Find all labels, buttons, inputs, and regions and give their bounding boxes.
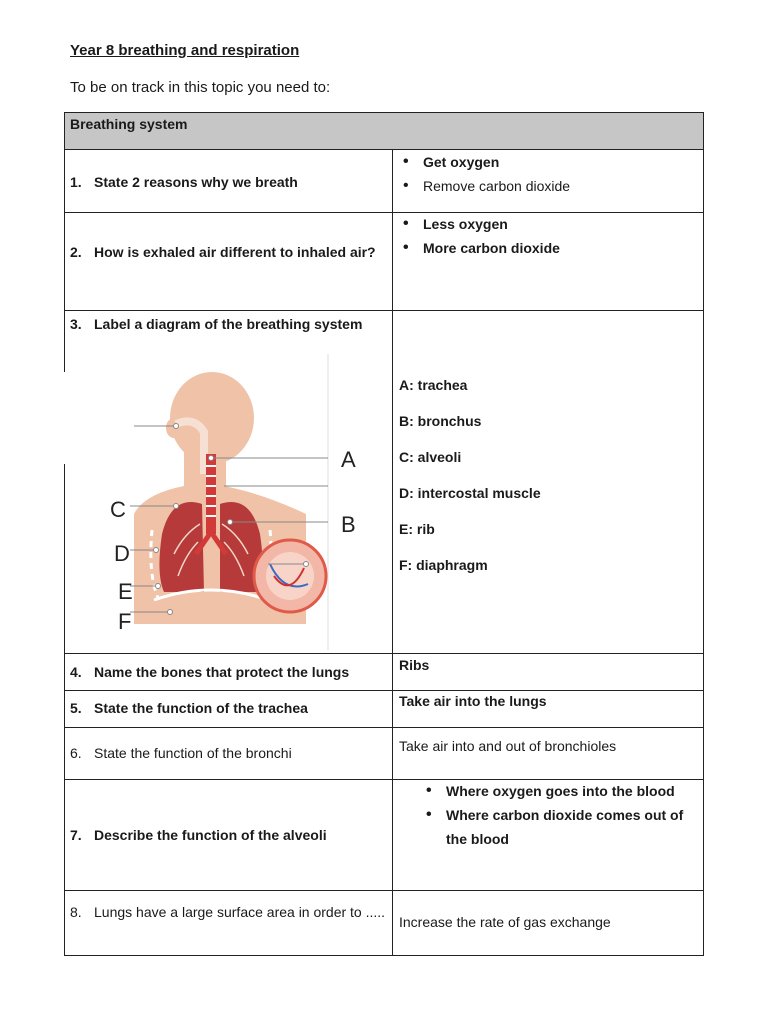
question-3 <box>70 314 370 334</box>
question-number: 8. <box>70 904 82 920</box>
label-e: E: rib <box>399 521 435 537</box>
answer-bullet: • Remove carbon dioxide <box>399 174 699 198</box>
diagram-letter-b: B <box>341 512 356 537</box>
question-text: Lungs have a large surface area in order to ..... <box>94 904 386 920</box>
label-a: A: trachea <box>399 377 468 393</box>
answer-bullet: • Less oxygen <box>399 212 699 236</box>
answer-4: Ribs <box>399 657 430 673</box>
question-number: 7. <box>70 827 82 843</box>
question-text: State the function of the bronchi <box>94 745 292 761</box>
answer-bullet: • Where carbon dioxide comes out of the blood <box>422 803 702 851</box>
answer-8: Increase the rate of gas exchange <box>399 914 611 930</box>
question-5 <box>70 698 388 718</box>
answer-5: Take air into the lungs <box>399 693 547 709</box>
question-4 <box>70 662 388 682</box>
answer-bullet: • Where oxygen goes into the blood <box>422 779 702 803</box>
question-8 <box>70 902 388 922</box>
question-1 <box>70 172 388 192</box>
question-text: Name the bones that protect the lungs <box>94 664 350 680</box>
diagram-letter-c: C <box>110 497 126 522</box>
answer-1 <box>399 150 699 198</box>
label-c: C: alveoli <box>399 449 462 465</box>
question-text: Describe the function of the alveoli <box>94 827 327 843</box>
section-header: Breathing system <box>70 116 188 132</box>
question-text: State 2 reasons why we breath <box>94 174 298 190</box>
diagram-letter-e: E <box>118 579 133 604</box>
diagram-letter-a: A <box>341 447 356 472</box>
question-number: 2. <box>70 244 82 260</box>
question-number: 4. <box>70 664 82 680</box>
diagram-labels <box>399 374 699 590</box>
answer-bullet: • More carbon dioxide <box>399 236 699 260</box>
label-d: D: intercostal muscle <box>399 485 541 501</box>
question-2 <box>70 242 388 262</box>
diagram-letter-d: D <box>114 541 130 566</box>
page-title: Year 8 breathing and respiration <box>70 42 300 59</box>
label-f: F: diaphragm <box>399 557 488 573</box>
question-text: Label a diagram of the breathing system <box>94 316 363 332</box>
question-number: 3. <box>70 316 82 332</box>
label-b: B: bronchus <box>399 413 482 429</box>
answer-2 <box>399 212 699 260</box>
answer-6: Take air into and out of bronchioles <box>399 738 617 754</box>
question-7 <box>70 825 388 845</box>
question-text: State the function of the trachea <box>94 700 308 716</box>
question-number: 5. <box>70 700 82 716</box>
breathing-system-diagram <box>64 354 364 654</box>
question-number: 1. <box>70 174 82 190</box>
question-6 <box>70 743 388 763</box>
diagram-letter-f: F <box>118 609 132 634</box>
answer-7 <box>422 779 702 851</box>
question-text: How is exhaled air different to inhaled air? <box>94 244 376 260</box>
intro-text: To be on track in this topic you need to: <box>70 79 331 96</box>
answer-bullet: • Get oxygen <box>399 150 699 174</box>
question-number: 6. <box>70 745 82 761</box>
